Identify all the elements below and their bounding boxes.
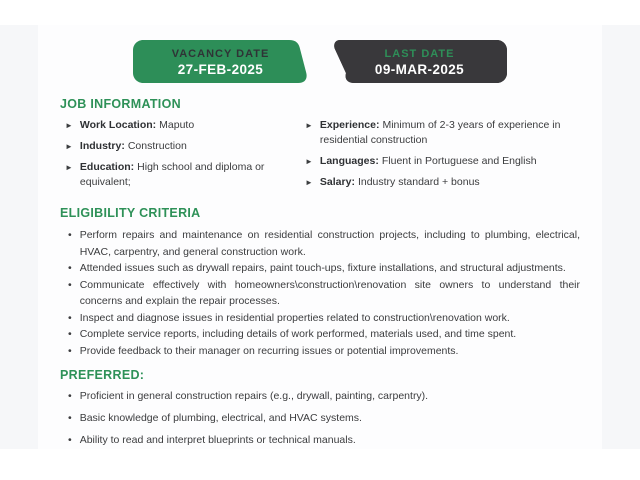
bullet-icon: • bbox=[68, 229, 72, 241]
last-date-label: LAST DATE bbox=[384, 47, 455, 60]
vacancy-date-label: VACANCY DATE bbox=[171, 47, 270, 60]
vacancy-date-value: 27-FEB-2025 bbox=[177, 61, 264, 77]
preferred-list-item bbox=[68, 411, 580, 426]
bullet-icon: • bbox=[68, 311, 72, 324]
bullet-icon: • bbox=[68, 344, 72, 357]
info-label: Work Location: bbox=[79, 119, 157, 131]
preferred-list bbox=[68, 389, 580, 448]
eligibility-list bbox=[68, 227, 580, 359]
section-title-preferred: PREFERRED: bbox=[60, 368, 145, 382]
eligibility-list-item bbox=[68, 343, 580, 360]
eligibility-list-item bbox=[68, 310, 580, 327]
bullet-icon: • bbox=[68, 434, 72, 446]
eligibility-list-item bbox=[68, 260, 580, 277]
arrow-bullet-icon: ► bbox=[305, 121, 313, 130]
bullet-text: Inspect and diagnose issues in residential properties related to construction\renovation work. bbox=[79, 311, 510, 324]
info-label: Languages: bbox=[319, 155, 379, 167]
document-page bbox=[38, 25, 602, 449]
bullet-icon: • bbox=[68, 412, 72, 424]
bullet-text: Complete service reports, including details of work performed, materials used, and time spent. bbox=[79, 328, 517, 340]
arrow-bullet-icon: ► bbox=[65, 121, 73, 130]
eligibility-list-item bbox=[68, 326, 580, 343]
bullet-text: Proficient in general construction repairs (e.g., drywall, painting, carpentry). bbox=[79, 390, 429, 402]
date-ribbons bbox=[60, 40, 580, 83]
info-value: Maputo bbox=[159, 119, 195, 131]
bullet-text: Provide feedback to their manager on recurring issues or potential improvements. bbox=[79, 344, 459, 357]
arrow-bullet-icon: ► bbox=[65, 142, 73, 151]
last-date-value: 09-MAR-2025 bbox=[374, 61, 465, 77]
arrow-bullet-icon: ► bbox=[305, 157, 313, 166]
info-value: Minimum of 2-3 years of experience in residential construction bbox=[319, 119, 561, 146]
info-label: Education: bbox=[79, 161, 135, 173]
job-info-item bbox=[305, 154, 580, 169]
bullet-icon: • bbox=[68, 262, 72, 274]
bullet-text: Perform repairs and maintenance on residential construction projects, including to plumbing, electrical, HVAC, carpentry, and general construction work. bbox=[79, 229, 580, 258]
job-info-left-column bbox=[65, 118, 305, 196]
eligibility-list-item bbox=[68, 277, 580, 310]
job-info-item bbox=[305, 118, 580, 148]
job-info-item bbox=[65, 139, 305, 154]
section-title-job-information: JOB INFORMATION bbox=[60, 97, 181, 111]
last-date-ribbon bbox=[332, 40, 507, 83]
vacancy-date-ribbon bbox=[133, 40, 308, 83]
job-info-item bbox=[305, 175, 580, 190]
arrow-bullet-icon: ► bbox=[65, 163, 73, 172]
job-info-right-column bbox=[305, 118, 580, 196]
preferred-list-item bbox=[68, 433, 580, 448]
info-value: Construction bbox=[127, 140, 187, 152]
section-title-eligibility: ELIGIBILITY CRITERIA bbox=[60, 206, 201, 220]
info-label: Experience: bbox=[319, 119, 380, 131]
bullet-icon: • bbox=[68, 278, 72, 291]
bullet-text: Basic knowledge of plumbing, electrical, and HVAC systems. bbox=[79, 412, 362, 424]
info-label: Salary: bbox=[319, 176, 355, 188]
eligibility-list-item bbox=[68, 227, 580, 260]
bullet-text: Ability to read and interpret blueprints or technical manuals. bbox=[79, 434, 356, 446]
bullet-text: Attended issues such as drywall repairs, paint touch-ups, fixture installations, and structural adjustments. bbox=[79, 262, 566, 274]
info-value: Fluent in Portuguese and English bbox=[381, 155, 537, 167]
info-value: Industry standard + bonus bbox=[357, 176, 480, 188]
job-info-item bbox=[65, 160, 305, 190]
preferred-list-item bbox=[68, 389, 580, 404]
bullet-icon: • bbox=[68, 328, 72, 340]
arrow-bullet-icon: ► bbox=[305, 178, 313, 187]
bullet-icon: • bbox=[68, 390, 72, 402]
info-value: High school and diploma or equivalent; bbox=[79, 161, 265, 188]
job-information-grid bbox=[65, 118, 580, 196]
info-label: Industry: bbox=[79, 140, 125, 152]
job-info-item bbox=[65, 118, 305, 133]
bullet-text: Communicate effectively with homeowners\construction\renovation site owners to understand their concerns and explain the repair processes. bbox=[79, 278, 580, 307]
